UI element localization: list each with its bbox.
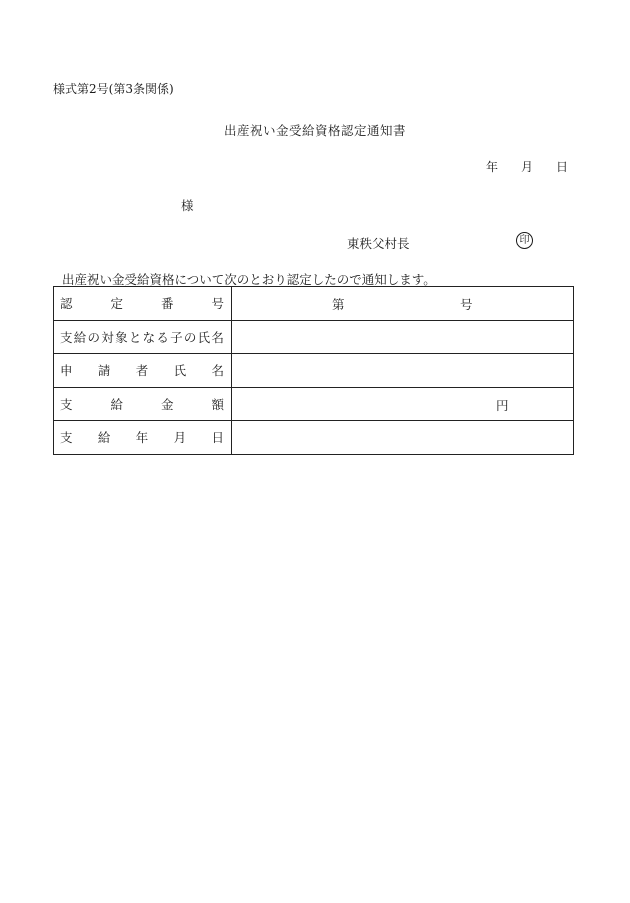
label-char: 額 bbox=[211, 396, 224, 412]
label-char: 給 bbox=[97, 430, 111, 446]
row-payment-date bbox=[54, 421, 574, 455]
certification-table bbox=[53, 286, 574, 455]
label-char: な bbox=[142, 329, 156, 345]
label-char: 給 bbox=[73, 329, 87, 345]
label-child-name bbox=[54, 320, 232, 354]
number-prefix: 第 bbox=[332, 297, 345, 313]
label-char: 申 bbox=[60, 363, 73, 379]
label-char: 名 bbox=[211, 363, 224, 379]
amount-unit: 円 bbox=[496, 397, 509, 413]
row-payment-amount bbox=[54, 387, 574, 421]
label-char: 月 bbox=[173, 430, 187, 446]
intro-text: 出産祝い金受給資格について次のとおり認定したので通知します。 bbox=[62, 272, 436, 287]
label-char: 給 bbox=[110, 396, 123, 412]
date-month-label: 月 bbox=[521, 160, 534, 174]
number-suffix: 号 bbox=[460, 297, 473, 313]
label-payment-date bbox=[54, 421, 232, 455]
label-char: 支 bbox=[60, 430, 73, 446]
label-char: 対 bbox=[101, 329, 114, 345]
label-char: 番 bbox=[160, 296, 174, 312]
form-number: 様式第2号(第3条関係) bbox=[53, 82, 174, 96]
issuer-name: 東秩父村長 bbox=[347, 236, 410, 251]
row-applicant-name bbox=[54, 354, 574, 388]
label-char: 者 bbox=[135, 363, 149, 379]
addressee-suffix: 様 bbox=[181, 198, 194, 213]
label-payment-amount bbox=[54, 387, 232, 421]
value-payment-amount[interactable] bbox=[232, 387, 574, 421]
label-char: 氏 bbox=[197, 329, 211, 345]
label-char: 請 bbox=[97, 363, 111, 379]
label-char: 日 bbox=[211, 430, 224, 446]
label-char: 子 bbox=[170, 329, 183, 345]
label-applicant-name bbox=[54, 354, 232, 388]
label-char: 認 bbox=[60, 296, 73, 312]
value-certification-number[interactable] bbox=[232, 287, 574, 321]
label-char: 金 bbox=[160, 396, 174, 412]
label-char: 号 bbox=[211, 296, 224, 312]
date-day-label: 日 bbox=[556, 160, 569, 174]
label-char: の bbox=[183, 329, 197, 345]
label-char: 象 bbox=[115, 329, 128, 345]
label-certification-number bbox=[54, 287, 232, 321]
seal-mark: 印 bbox=[516, 232, 533, 249]
label-char: 支 bbox=[60, 396, 73, 412]
row-child-name bbox=[54, 320, 574, 354]
date-year-label: 年 bbox=[486, 160, 499, 174]
label-char: 定 bbox=[110, 296, 123, 312]
label-char: 名 bbox=[211, 329, 224, 345]
label-char: 年 bbox=[135, 430, 149, 446]
document-title: 出産祝い金受給資格認定通知書 bbox=[223, 123, 406, 138]
label-char: と bbox=[128, 329, 142, 345]
label-char: 支 bbox=[60, 329, 73, 345]
label-char: 氏 bbox=[173, 363, 187, 379]
label-char: の bbox=[87, 329, 101, 345]
value-payment-date[interactable] bbox=[232, 421, 574, 455]
label-char: る bbox=[156, 329, 169, 345]
value-child-name[interactable] bbox=[232, 320, 574, 354]
value-applicant-name[interactable] bbox=[232, 354, 574, 388]
row-certification-number bbox=[54, 287, 574, 321]
